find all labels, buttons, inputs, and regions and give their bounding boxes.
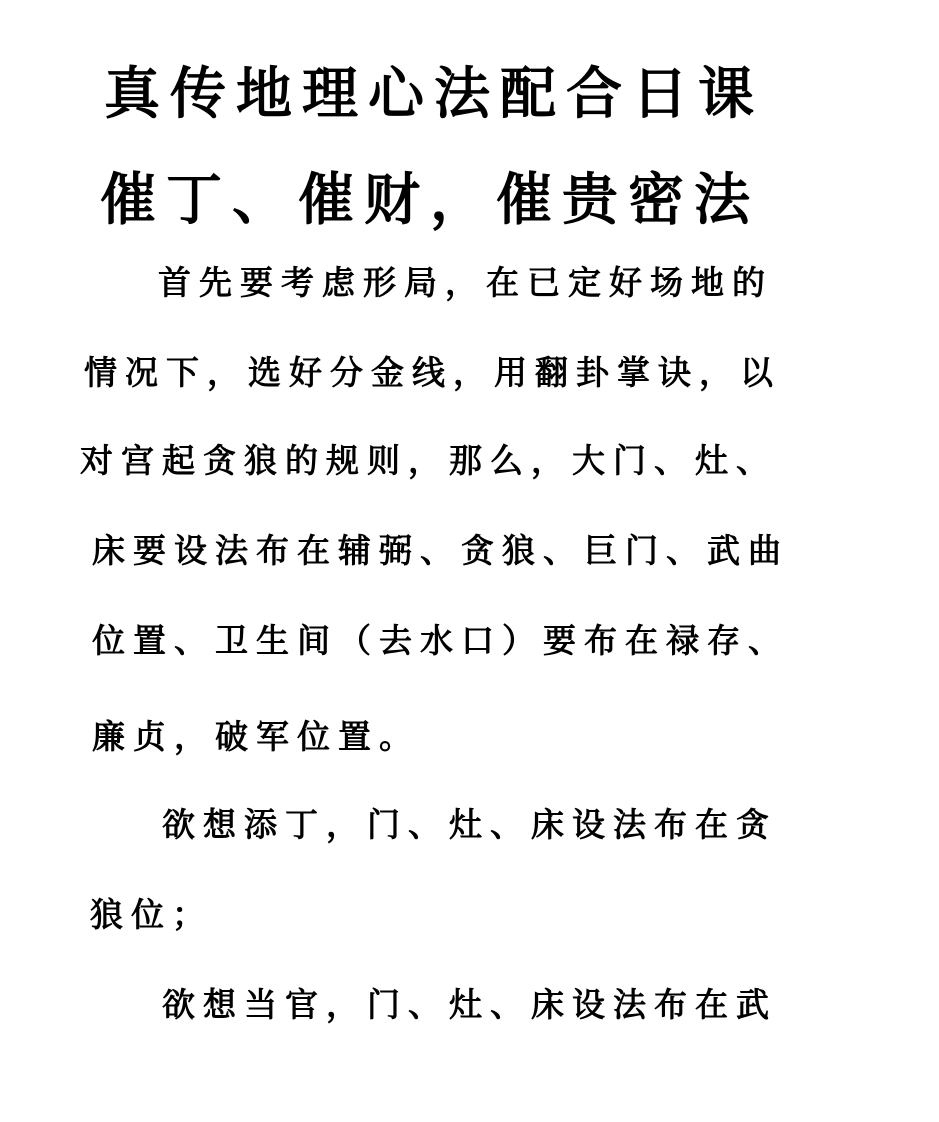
body-text-line: 情况下，选好分金线，用翻卦掌诀，以 — [84, 353, 781, 392]
body-text-line: 首先要考虑形局，在已定好场地的 — [158, 263, 773, 302]
body-text-line: 位置、卫生间（去水口）要布在禄存、 — [92, 621, 789, 660]
body-text-line: 欲想添丁，门、灶、床设法布在贪 — [162, 805, 777, 844]
body-text-line: 廉贞，破军位置。 — [92, 717, 420, 756]
body-text-line: 欲想当官，门、灶、床设法布在武 — [162, 985, 777, 1024]
body-text-line: 狼位； — [90, 895, 213, 934]
document-title-line-1: 真传地理心法配合日课 — [104, 61, 764, 127]
document-title-line-2: 催丁、催财，催贵密法 — [100, 167, 760, 233]
body-text-line: 对宫起贪狼的规则，那么，大门、灶、 — [80, 441, 777, 480]
body-text-line: 床要设法布在辅弼、贪狼、巨门、武曲 — [92, 531, 789, 570]
